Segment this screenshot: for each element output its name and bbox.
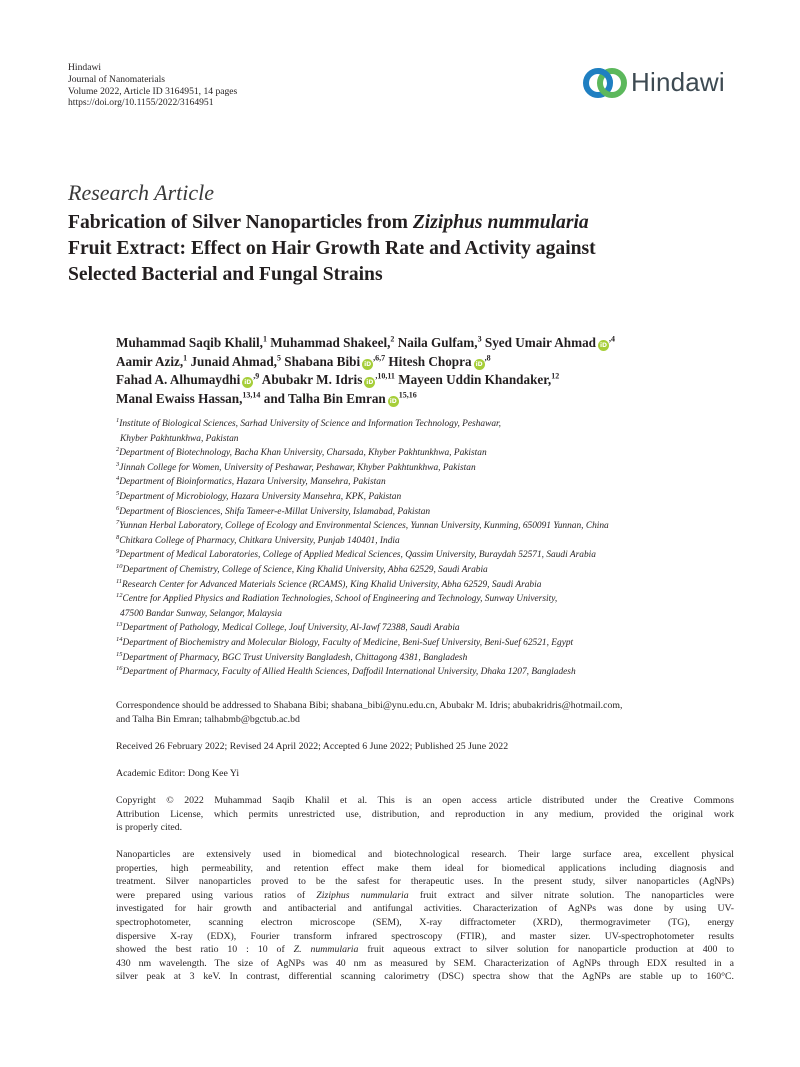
- article-type: Research Article: [68, 180, 215, 205]
- affiliation-list: [116, 417, 756, 680]
- orcid-icon[interactable]: iD: [475, 360, 483, 368]
- affiliation-item: [116, 607, 756, 622]
- author-affil: 3: [477, 334, 482, 344]
- affiliation-number: 9: [116, 548, 120, 556]
- affiliation-number: 1: [116, 416, 120, 424]
- author-line: [116, 390, 756, 409]
- affiliation-number: 3: [116, 460, 120, 468]
- affiliation-item: [116, 417, 756, 432]
- hindawi-logo-icon: [583, 66, 629, 100]
- abstract-line: investigated for hair growth and antibacterial and antifungal activities. Characterization of AgNPs was done by using UV-: [116, 903, 734, 915]
- author-affil: 2: [390, 334, 395, 344]
- affiliation-text: Centre for Applied Physics and Radiation Technologies, School of Engineering and Technology, Sunway University,: [122, 594, 558, 605]
- abstract-text: showed the best ratio 10 : 10 of: [116, 944, 294, 956]
- affiliation-number: 16: [116, 664, 123, 672]
- author-name: Manal Ewaiss Hassan,: [116, 390, 243, 406]
- author-name: Shabana Bibi: [280, 353, 361, 369]
- affiliation-text: Department of Microbiology, Hazara University Mansehra, KPK, Pakistan: [119, 491, 402, 502]
- title-line-1: [68, 210, 748, 236]
- title-species: Ziziphus nummularia: [412, 212, 589, 233]
- affiliation-text: Institute of Biological Sciences, Sarhad University of Science and Information Technology, Peshawar,: [119, 419, 501, 429]
- correspondence-line-1: Correspondence should be addressed to Shabana Bibi; shabana_bibi@ynu.edu.cn, Abubakr M. Idris; abubakridris@hotmail.com,: [116, 700, 623, 711]
- journal-info: [68, 62, 237, 109]
- author-affil: ,9: [253, 371, 260, 381]
- affiliation-number: 7: [116, 519, 120, 527]
- affiliation-text: Department of Biochemistry and Molecular Biology, Faculty of Medicine, Beni-Suef University, Beni-Suef 62521, Egypt: [122, 637, 574, 648]
- author-affil: 1: [262, 334, 267, 344]
- author-name: Mayeen Uddin Khandaker,: [394, 372, 552, 388]
- publication-dates: [116, 740, 734, 754]
- affiliation-item: [116, 505, 756, 520]
- title-text: Fabrication of Silver Nanoparticles from: [68, 212, 413, 233]
- correspondence: [116, 699, 734, 726]
- abstract-line: dispersive X-ray (EDX), Fourier transform infrared spectroscopy (FTIR), and master sizer. UV-spectrophotometer results: [116, 930, 734, 942]
- publisher-name: Hindawi: [68, 62, 102, 73]
- copyright-line-3: is properly cited.: [116, 822, 183, 834]
- abstract-text: fruit aqueous extract to silver solution for nanoparticle production at 400 to: [358, 944, 734, 956]
- author-name: Hitesh Chopra: [385, 353, 472, 369]
- affiliation-number: 10: [116, 562, 123, 570]
- abstract-line: properties, high permeability, and retention effect make them ideal for biomedical applications including diagnosis and: [116, 862, 734, 874]
- author-line: [116, 371, 756, 390]
- copyright-line-2: Attribution License, which permits unrestricted use, distribution, and reproduction in any medium, provided the original work: [116, 808, 734, 820]
- author-affil: 13,14: [242, 390, 261, 400]
- affiliation-text: Department of Pathology, Medical College, Jouf University, Al-Jawf 72388, Saudi Arabia: [122, 623, 460, 634]
- affiliation-number: 13: [116, 621, 123, 629]
- correspondence-line-2: and Talha Bin Emran; talhabmb@bgctub.ac.bd: [116, 713, 300, 725]
- author-affil: ,4: [609, 334, 615, 344]
- abstract-species: Z. nummularia: [293, 944, 359, 956]
- affiliation-text: Department of Pharmacy, BGC Trust University Bangladesh, Chittagong 4381, Bangladesh: [122, 652, 468, 663]
- abstract-species: Ziziphus nummularia: [316, 889, 409, 901]
- affiliation-item: [116, 534, 756, 549]
- author-name: Muhammad Shakeel,: [266, 335, 391, 350]
- author-name: Junaid Ahmad,: [187, 353, 277, 369]
- article-title: [68, 210, 748, 288]
- author-line: [116, 334, 756, 353]
- author-line: [116, 353, 756, 372]
- abstract-line: Nanoparticles are extensively used in biomedical and biotechnological research. Their large surface area, excellent physical: [116, 849, 734, 860]
- affiliation-item: [116, 548, 756, 563]
- affiliation-number: 14: [116, 635, 123, 643]
- abstract-line: treatment. Silver nanoparticles proved to be the safest for therapeutic uses. In the present study, silver nanoparticles (AgNPs): [116, 876, 734, 888]
- affiliation-item: [116, 651, 756, 666]
- author-name: Syed Umair Ahmad: [481, 335, 596, 350]
- academic-editor: [116, 767, 734, 781]
- affiliation-item: [116, 490, 756, 505]
- abstract-line: [116, 943, 734, 957]
- author-name: and Talha Bin Emran: [260, 390, 386, 406]
- affiliation-number: 8: [116, 533, 120, 541]
- affiliation-text: Chitkara College of Pharmacy, Chitkara University, Punjab 140401, India: [119, 535, 400, 546]
- affiliation-number: 12: [116, 592, 123, 599]
- affiliation-item: [116, 446, 756, 461]
- abstract-line: 430 nm wavelength. The size of AgNPs was 40 nm as measured by SEM. Characterization of AgNPs through EDX resulted in a: [116, 957, 734, 969]
- author-affil: 15,16: [398, 390, 417, 400]
- orcid-icon[interactable]: iD: [389, 397, 397, 405]
- affiliation-item: [116, 475, 756, 490]
- affiliation-text: Department of Biosciences, Shifa Tameer-e-Millat University, Islamabad, Pakistan: [119, 506, 431, 517]
- affiliation-item: [116, 432, 756, 447]
- author-name: Aamir Aziz,: [116, 353, 184, 369]
- affiliation-text: Research Center for Advanced Materials Science (RCAMS), King Khalid University, Abha 62529, Saudi Arabia: [122, 579, 542, 590]
- affiliation-text: Yunnan Herbal Laboratory, College of Ecology and Environmental Sciences, Yunnan University, Kunming, 650091 Yunnan, China: [119, 521, 609, 532]
- doi-link[interactable]: https://doi.org/10.1155/2022/3164951: [68, 97, 214, 109]
- affiliation-item: [116, 563, 756, 578]
- orcid-icon[interactable]: iD: [244, 379, 252, 387]
- affiliation-item: [116, 519, 756, 534]
- hindawi-wordmark: Hindawi: [631, 67, 725, 97]
- title-line-2: Fruit Extract: Effect on Hair Growth Rate and Activity against: [68, 238, 596, 259]
- abstract-text: were prepared using various ratios of: [116, 889, 317, 901]
- hindawi-logo: [583, 66, 733, 100]
- abstract-text: fruit extract and silver nitrate solution. The nanoparticles were: [408, 889, 734, 901]
- author-affil: 5: [276, 353, 281, 363]
- orcid-icon[interactable]: iD: [599, 342, 608, 349]
- orcid-icon[interactable]: iD: [366, 379, 374, 387]
- author-name: Fahad A. Alhumaydhi: [116, 372, 241, 388]
- orcid-icon[interactable]: iD: [364, 360, 372, 368]
- editor-text: Academic Editor: Dong Kee Yi: [116, 768, 240, 779]
- affiliation-item: [116, 621, 756, 636]
- affiliation-text: Department of Medical Laboratories, College of Applied Medical Sciences, Qassim University, Buraydah 52571, Saudi Arabia: [119, 550, 596, 561]
- author-affil: ,8: [484, 353, 491, 363]
- journal-volume: Volume 2022, Article ID 3164951, 14 pages: [68, 85, 238, 97]
- title-line-3: Selected Bacterial and Fungal Strains: [68, 264, 383, 285]
- affiliation-item: [116, 461, 756, 476]
- affiliation-text: Khyber Pakhtunkhwa, Pakistan: [120, 433, 239, 444]
- affiliation-number: 15: [116, 650, 123, 658]
- author-list: [116, 334, 756, 408]
- affiliation-text: 47500 Bandar Sunway, Selangor, Malaysia: [120, 608, 282, 619]
- affiliation-number: 2: [116, 446, 120, 454]
- affiliation-text: Department of Bioinformatics, Hazara University, Mansehra, Pakistan: [119, 477, 386, 488]
- affiliation-number: 11: [116, 577, 123, 585]
- affiliation-item: [116, 665, 756, 680]
- abstract-line: spectrophotometer, scanning electron microscope (SEM), X-ray diffractometer (XRD), thermogravimeter (TG), energy: [116, 916, 734, 928]
- affiliation-text: Jinnah College for Women, University of Peshawar, Peshawar, Khyber Pakhtunkhwa, Pakistan: [119, 462, 476, 473]
- affiliation-number: 6: [116, 504, 120, 512]
- affiliation-text: Department of Biotechnology, Bacha Khan University, Charsada, Khyber Pakhtunkhwa, Pakistan: [119, 448, 487, 459]
- affiliation-text: Department of Chemistry, College of Science, King Khalid University, Abha 62529, Saudi Arabia: [122, 564, 488, 575]
- affiliation-number: 4: [116, 475, 120, 483]
- affiliation-item: [116, 592, 756, 607]
- abstract-line: [116, 889, 734, 903]
- copyright-line-1: Copyright © 2022 Muhammad Saqib Khalil et al. This is an open access article distributed under the Creative Commons: [116, 795, 734, 806]
- copyright-notice: [116, 794, 734, 835]
- author-name: Naila Gulfam,: [394, 335, 478, 350]
- abstract-line: silver peak at 3 keV. In contrast, differential scanning calorimetry (DSC) spectra show that the AgNPs are stable up to 160°C.: [116, 971, 734, 983]
- author-name: Muhammad Saqib Khalil,: [116, 335, 263, 350]
- affiliation-item: [116, 636, 756, 651]
- journal-name: Journal of Nanomaterials: [68, 73, 165, 85]
- author-affil: 1: [183, 353, 188, 363]
- abstract: [116, 848, 734, 984]
- dates-text: Received 26 February 2022; Revised 24 April 2022; Accepted 6 June 2022; Published 25 June 2022: [116, 741, 509, 752]
- author-affil: 12: [551, 371, 560, 381]
- author-name: Abubakr M. Idris: [259, 372, 363, 388]
- author-affil: ,6,7: [373, 353, 386, 363]
- affiliation-number: 5: [116, 489, 120, 497]
- author-affil: ,10,11: [375, 371, 395, 381]
- affiliation-text: Department of Pharmacy, Faculty of Allied Health Sciences, Daffodil International University, Dhaka 1207, Bangladesh: [122, 667, 576, 678]
- affiliation-item: [116, 578, 756, 593]
